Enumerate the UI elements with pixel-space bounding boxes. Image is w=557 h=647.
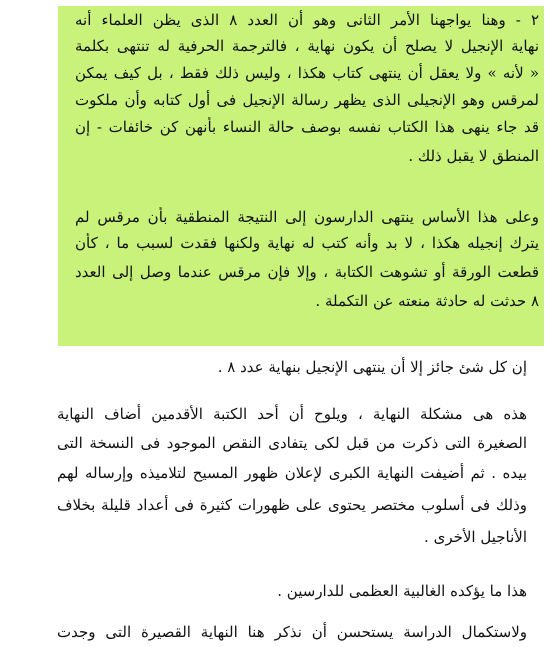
highlighted-text-line: وعلى هذا الأساس ينتهى الدارسون إلى النتيجة المنطقية بأن مرقس لم xyxy=(75,208,539,226)
body-text-line: هذا ما يؤكده الغالبية العظمى للدارسين . xyxy=(277,582,527,600)
body-text-line: الأناجيل الأخرى . xyxy=(424,528,527,546)
highlighted-text-line: ٨ حدثت له حادثة منعته عن التكملة . xyxy=(315,292,539,310)
body-text-line: ولاستكمال الدراسة يستحسن أن نذكر هنا النهاية القصيرة التى وجدت xyxy=(57,623,527,641)
body-text-line: وذلك فى أسلوب مختصر يحتوى على ظهورات كثيرة فى أعداد قليلة بخلاف xyxy=(57,496,527,514)
body-text-line: الصغيرة التى ذكرت من قبل لكى يتفادى النقص الموجود فى النسخة التى xyxy=(57,434,527,452)
highlighted-text-line: المنطق لا يقبل ذلك . xyxy=(408,147,539,165)
highlighted-text-line: قطعت الورقة أو تشوهت الكتابة ، وإلا فإن مرقس عندما وصل إلى العدد xyxy=(75,263,539,281)
highlighted-text-line: يترك إنجيله هكذا ، لا بد وأنه كتب له نهاية ولكنها فقدت لسبب ما ، كأن xyxy=(75,234,539,252)
highlighted-text-line: نهاية الإنجيل لا يصلح أن يكون نهاية ، فالترجمة الحرفية له تنتهى بكلمة xyxy=(75,37,539,55)
body-text-line: هذه هى مشكلة النهاية ، ويلوح أن أحد الكتبة الأقدمين أضاف النهاية xyxy=(57,405,527,423)
highlighted-text-line: قد جاء ينهى هذا الكتاب نفسه بوصف حالة النساء بأنهن كن خائفات - إن xyxy=(75,118,539,136)
body-text-line: إن كل شئ جائز إلا أن ينتهى الإنجيل بنهاية عدد ٨ . xyxy=(217,358,527,376)
highlighted-text-line: لمرقس وهو الإنجيلى الذى يظهر رسالة الإنجيل فى أول كتابه وأن ملكوت xyxy=(75,91,539,109)
highlighted-text-line: « لأنه » ولا يعقل أن ينتهى كتاب هكذا ، وليس ذلك فقط ، بل كيف يمكن xyxy=(75,64,539,82)
body-text-line: بيده . ثم أضيفت النهاية الكبرى لإعلان ظهور المسيح لتلاميذه وإرساله لهم xyxy=(57,464,527,482)
highlighted-text-line: ٢ - وهنا يواجهنا الأمر الثانى وهو أن العدد ٨ الذى يظن العلماء أنه xyxy=(75,11,539,29)
